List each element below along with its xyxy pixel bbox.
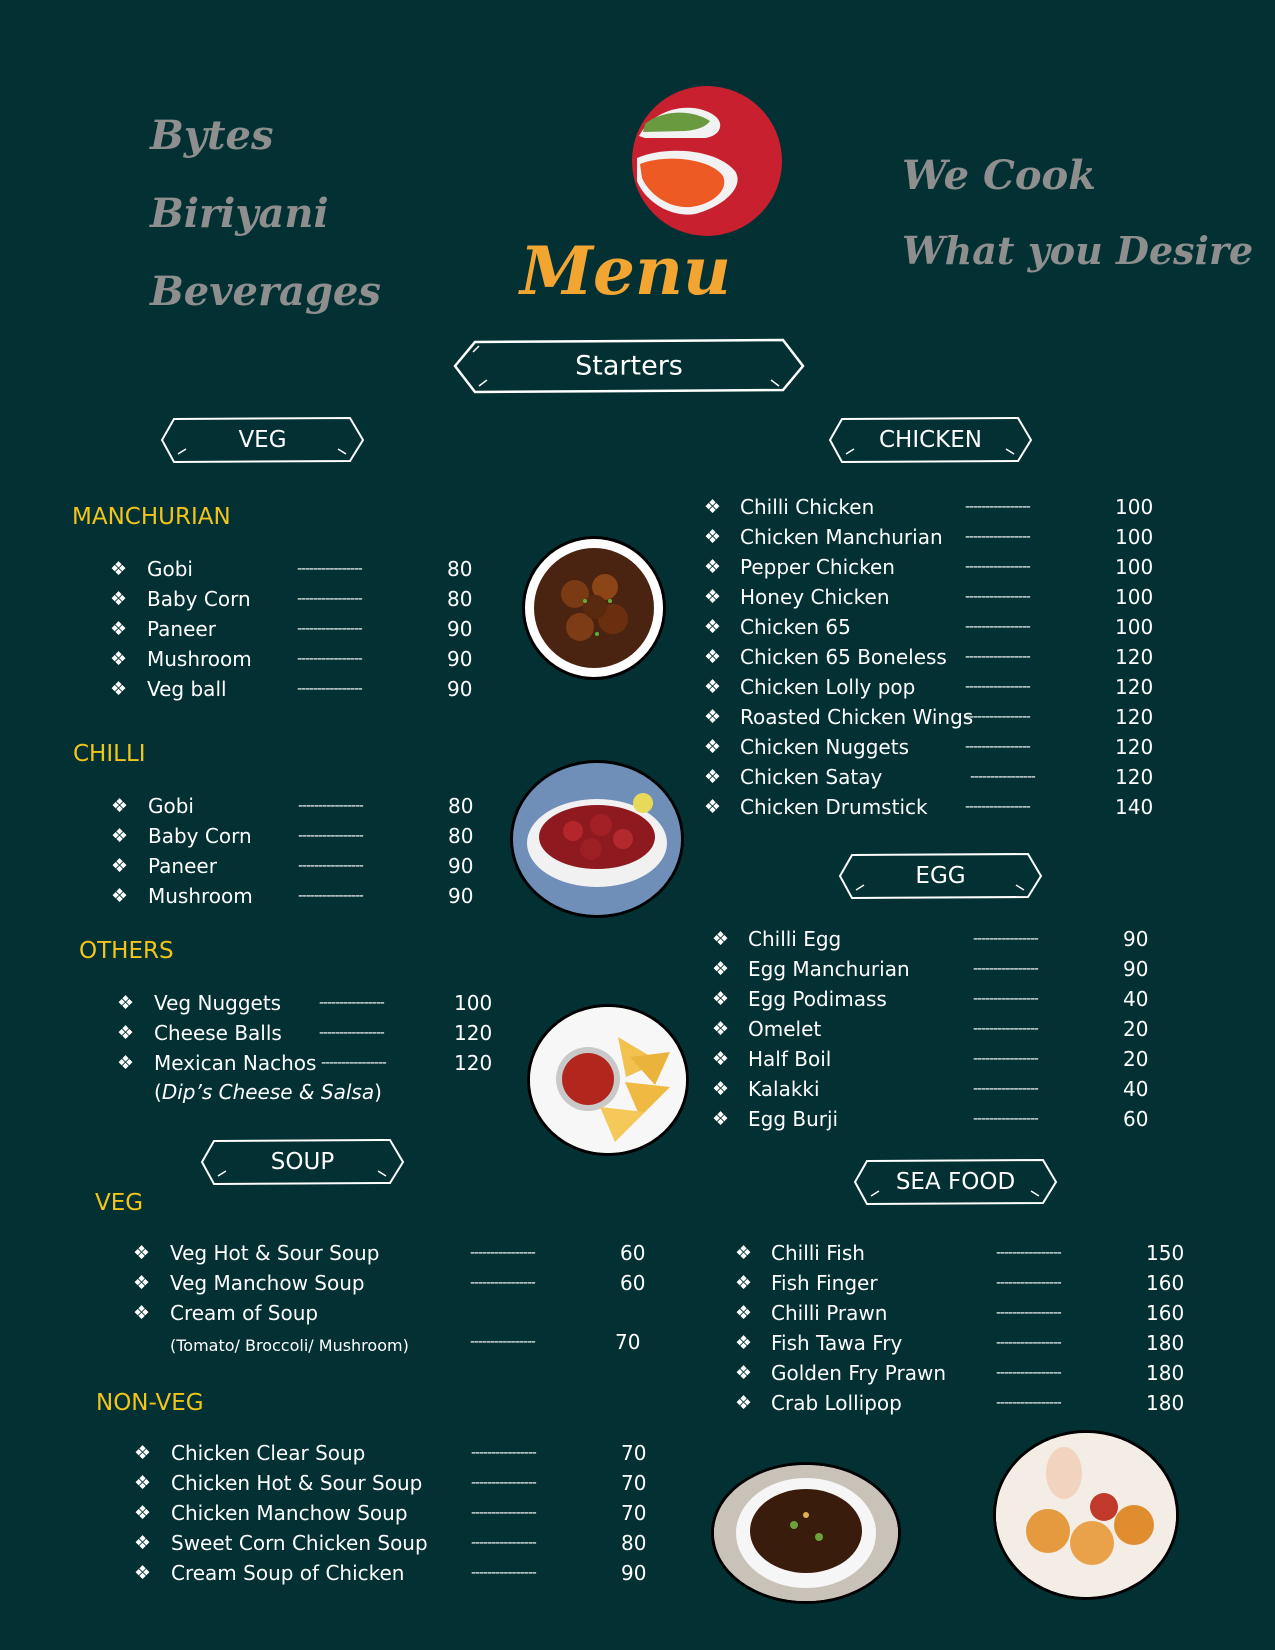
list-item: ❖ Gobi ---------------- 80 — [110, 554, 480, 584]
bullet-icon: ❖ — [117, 992, 135, 1014]
soup-veg-title: VEG — [95, 1190, 144, 1216]
chicken-banner — [828, 416, 1033, 464]
list-item: ❖ Paneer ---------------- 90 — [110, 614, 480, 644]
chilli-list — [111, 791, 481, 911]
bullet-icon: ❖ — [704, 676, 722, 698]
bullet-icon: ❖ — [133, 1272, 151, 1294]
bullet-icon: ❖ — [712, 928, 730, 950]
bullet-icon: ❖ — [704, 736, 722, 758]
list-item: ❖ Pepper Chicken ---------------- 100 — [704, 552, 1164, 582]
egg-banner-label: EGG — [915, 863, 966, 889]
list-item: ❖ Chicken Hot & Sour Soup ---------------- 70 — [134, 1468, 654, 1498]
list-item: ❖ Mexican Nachos ---------------- 120 — [117, 1048, 497, 1078]
list-item: ❖ Chicken Nuggets ---------------- 120 — [704, 732, 1164, 762]
bullet-icon: ❖ — [134, 1502, 152, 1524]
chicken-banner-label: CHICKEN — [878, 427, 983, 453]
others-list — [117, 988, 497, 1078]
list-item: ❖ Gobi ---------------- 80 — [111, 791, 481, 821]
bullet-icon: ❖ — [712, 1078, 730, 1100]
list-item: ❖ Veg Hot & Sour Soup ---------------- 60 — [133, 1238, 653, 1268]
list-item: ❖ Chilli Prawn ---------------- 160 — [735, 1298, 1195, 1328]
list-item: ❖ Chilli Chicken ---------------- 100 — [704, 492, 1164, 522]
list-item: ❖ Veg Manchow Soup ---------------- 60 — [133, 1268, 653, 1298]
list-item: ❖ Sweet Corn Chicken Soup ---------------- 80 — [134, 1528, 654, 1558]
bullet-icon: ❖ — [111, 825, 129, 847]
brand-word-bytes: Bytes — [150, 112, 274, 159]
list-item: ❖ Mushroom ---------------- 90 — [111, 881, 481, 911]
bullet-icon: ❖ — [712, 988, 730, 1010]
soup-veg-list — [133, 1238, 653, 1328]
list-item: ❖ Roasted Chicken Wings ---------------- 120 — [704, 702, 1164, 732]
bullet-icon: ❖ — [111, 795, 129, 817]
brand-word-biriyani: Biriyani — [150, 190, 329, 237]
bullet-icon: ❖ — [712, 1018, 730, 1040]
bullet-icon: ❖ — [735, 1362, 753, 1384]
list-item: ❖ Baby Corn ---------------- 80 — [110, 584, 480, 614]
bullet-icon: ❖ — [110, 648, 128, 670]
sea-food-banner — [853, 1158, 1058, 1206]
list-item: ❖ Chicken Drumstick ---------------- 140 — [704, 792, 1164, 822]
bullet-icon: ❖ — [712, 1048, 730, 1070]
egg-banner — [838, 852, 1043, 900]
list-item: ❖ Cheese Balls ---------------- 120 — [117, 1018, 497, 1048]
bullet-icon: ❖ — [117, 1022, 135, 1044]
list-item: ❖ Honey Chicken ---------------- 100 — [704, 582, 1164, 612]
bullet-icon: ❖ — [134, 1562, 152, 1584]
list-item: ❖ Egg Podimass ---------------- 40 — [712, 984, 1172, 1014]
list-item: ❖ Chicken 65 ---------------- 100 — [704, 612, 1164, 642]
bullet-icon: ❖ — [134, 1472, 152, 1494]
list-item: ❖ Chicken Manchurian ---------------- 100 — [704, 522, 1164, 552]
brand-word-beverages: Beverages — [150, 268, 381, 315]
list-item: ❖ Baby Corn ---------------- 80 — [111, 821, 481, 851]
sea-food-list — [735, 1238, 1195, 1418]
bullet-icon: ❖ — [704, 766, 722, 788]
bullet-icon: ❖ — [133, 1242, 151, 1264]
list-item: ❖ Paneer ---------------- 90 — [111, 851, 481, 881]
bullet-icon: ❖ — [134, 1442, 152, 1464]
list-item: ❖ Chilli Egg ---------------- 90 — [712, 924, 1172, 954]
bullet-icon: ❖ — [712, 1108, 730, 1130]
bullet-icon: ❖ — [704, 526, 722, 548]
list-item: ❖ Crab Lollipop ---------------- 180 — [735, 1388, 1195, 1418]
bullet-icon: ❖ — [704, 646, 722, 668]
bullet-icon: ❖ — [704, 706, 722, 728]
bullet-icon: ❖ — [133, 1302, 151, 1324]
bullet-icon: ❖ — [111, 855, 129, 877]
list-item: ❖ Cream of Soup — [133, 1298, 653, 1328]
menu-title: Menu — [520, 232, 732, 310]
tagline-line-2: What you Desire — [902, 228, 1254, 273]
manchurian-title: MANCHURIAN — [72, 504, 231, 530]
cream-soup-price: 70 — [615, 1330, 641, 1354]
bullet-icon: ❖ — [735, 1302, 753, 1324]
list-item: ❖ Egg Burji ---------------- 60 — [712, 1104, 1172, 1134]
list-item: ❖ Fish Finger ---------------- 160 — [735, 1268, 1195, 1298]
veg-banner — [160, 416, 365, 464]
bullet-icon: ❖ — [111, 885, 129, 907]
list-item: ❖ Cream Soup of Chicken ---------------- 90 — [134, 1558, 654, 1588]
bullet-icon: ❖ — [704, 496, 722, 518]
chilli-title: CHILLI — [73, 741, 146, 767]
list-item: ❖ Chicken 65 Boneless ---------------- 120 — [704, 642, 1164, 672]
bullet-icon: ❖ — [735, 1332, 753, 1354]
manchurian-list — [110, 554, 480, 704]
list-item: ❖ Omelet ---------------- 20 — [712, 1014, 1172, 1044]
prawn-dish-image — [993, 1430, 1179, 1600]
nachos-dip-note: (Dip’s Cheese & Salsa) — [154, 1080, 382, 1104]
nachos-dish-image — [527, 1004, 689, 1156]
bullet-icon: ❖ — [704, 616, 722, 638]
list-item: ❖ Fish Tawa Fry ---------------- 180 — [735, 1328, 1195, 1358]
starters-banner — [453, 338, 805, 394]
egg-list — [712, 924, 1172, 1134]
others-title: OTHERS — [79, 938, 174, 964]
soup-banner-label: SOUP — [270, 1149, 335, 1175]
list-item: ❖ Kalakki ---------------- 40 — [712, 1074, 1172, 1104]
bullet-icon: ❖ — [712, 958, 730, 980]
restaurant-logo — [625, 86, 790, 236]
bullet-icon: ❖ — [735, 1392, 753, 1414]
soup-banner — [200, 1138, 405, 1186]
list-item: ❖ Chilli Fish ---------------- 150 — [735, 1238, 1195, 1268]
list-item: ❖ Veg ball ---------------- 90 — [110, 674, 480, 704]
sea-food-banner-label: SEA FOOD — [895, 1169, 1016, 1195]
cream-soup-dash: ---------------- — [470, 1334, 535, 1350]
chilli-dish-image — [510, 760, 684, 918]
bullet-icon: ❖ — [110, 558, 128, 580]
list-item: ❖ Half Boil ---------------- 20 — [712, 1044, 1172, 1074]
veg-banner-label: VEG — [238, 427, 287, 453]
bullet-icon: ❖ — [110, 618, 128, 640]
tagline-line-1: We Cook — [902, 152, 1096, 199]
manchurian-dish-image — [522, 536, 666, 680]
bullet-icon: ❖ — [134, 1532, 152, 1554]
list-item: ❖ Chicken Satay ---------------- 120 — [704, 762, 1164, 792]
soup-nonveg-title: NON-VEG — [96, 1390, 204, 1416]
bullet-icon: ❖ — [110, 678, 128, 700]
starters-banner-label: Starters — [575, 350, 683, 382]
list-item: ❖ Golden Fry Prawn ---------------- 180 — [735, 1358, 1195, 1388]
list-item: ❖ Chicken Manchow Soup ---------------- 70 — [134, 1498, 654, 1528]
list-item: ❖ Chicken Clear Soup ---------------- 70 — [134, 1438, 654, 1468]
bullet-icon: ❖ — [735, 1242, 753, 1264]
bullet-icon: ❖ — [735, 1272, 753, 1294]
bullet-icon: ❖ — [704, 556, 722, 578]
soup-dish-image — [711, 1462, 901, 1604]
cream-soup-options: (Tomato/ Broccoli/ Mushroom) — [170, 1336, 409, 1355]
bullet-icon: ❖ — [704, 796, 722, 818]
soup-nonveg-list — [134, 1438, 654, 1588]
list-item: ❖ Veg Nuggets ---------------- 100 — [117, 988, 497, 1018]
bullet-icon: ❖ — [704, 586, 722, 608]
bullet-icon: ❖ — [117, 1052, 135, 1074]
list-item: ❖ Mushroom ---------------- 90 — [110, 644, 480, 674]
list-item: ❖ Egg Manchurian ---------------- 90 — [712, 954, 1172, 984]
list-item: ❖ Chicken Lolly pop ---------------- 120 — [704, 672, 1164, 702]
bullet-icon: ❖ — [110, 588, 128, 610]
chicken-list — [704, 492, 1164, 822]
